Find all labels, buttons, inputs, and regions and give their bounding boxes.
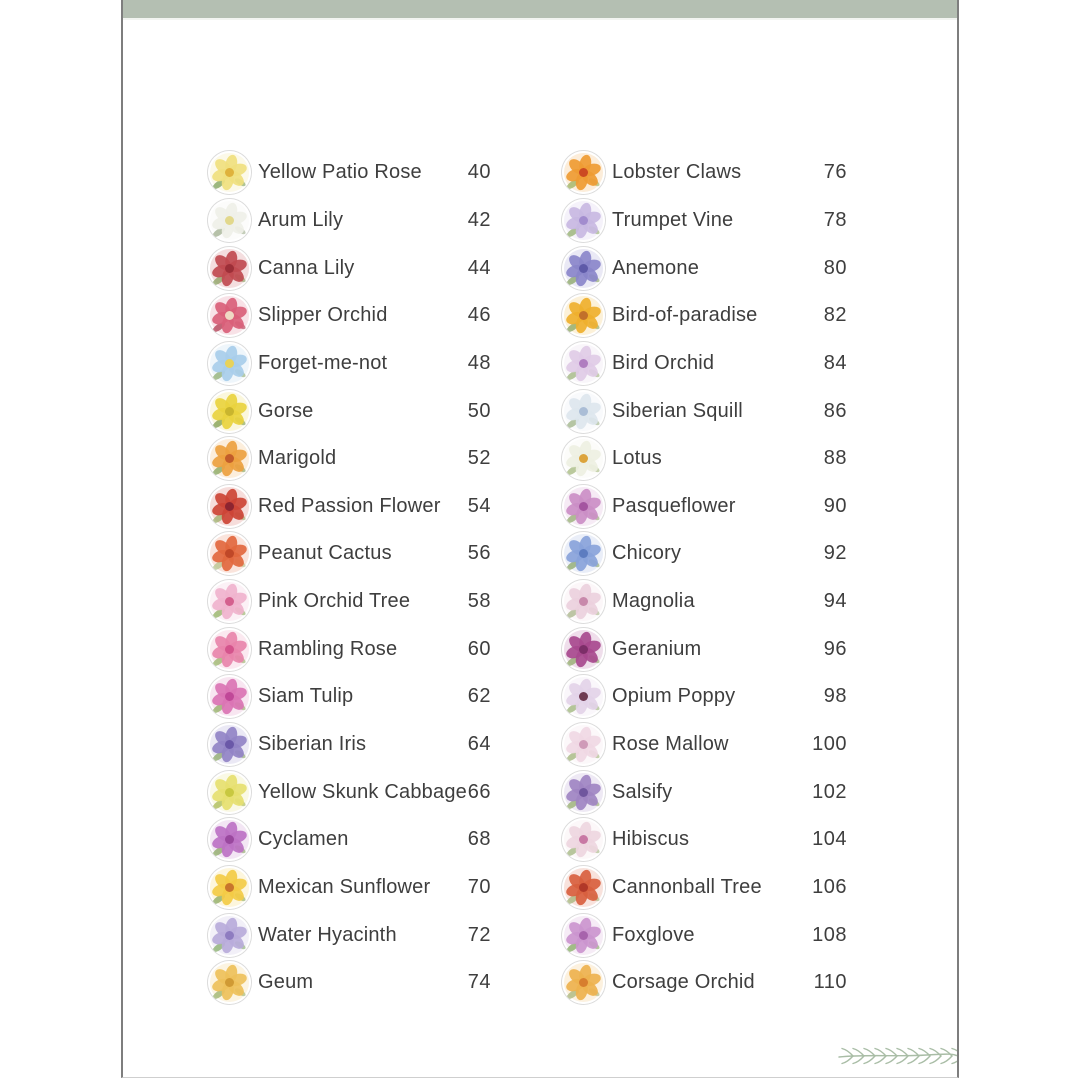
toc-row [562,673,847,721]
lotus-icon [562,437,605,480]
toc-row [562,959,847,1007]
bird-of-paradise-icon [562,294,605,337]
flower-name: Rose Mallow [612,733,729,755]
pasqueflower-icon [562,485,605,528]
rambling-rose-icon [208,628,251,671]
flower-name: Water Hyacinth [258,923,397,946]
flower-name: Salsify [612,780,673,803]
bird-orchid-icon [562,342,605,385]
opium-poppy-icon [562,675,605,718]
toc-row [208,244,491,292]
gorse-icon [208,390,251,433]
toc-row [562,482,847,530]
flower-name: Forget-me-not [258,351,388,374]
siam-tulip-icon [208,675,251,718]
siberian-squill-icon [562,390,605,433]
top-accent-bar [123,0,957,20]
flower-name: Siberian Iris [258,733,367,755]
magnolia-icon [562,580,605,623]
flower-name: Canna Lily [258,256,355,279]
flower-name: Bird-of-paradise [612,304,758,327]
yellow-patio-rose-icon [208,151,251,194]
toc-row [208,387,491,435]
page-number: 100 [812,733,847,755]
lobster-claws-icon [562,151,605,194]
salsify-icon [562,771,605,814]
page-number: 72 [467,923,491,946]
page-number: 58 [467,590,491,613]
arum-lily-icon [208,199,251,242]
slipper-orchid-icon [208,294,251,337]
toc-row [208,197,491,245]
flower-name: Peanut Cactus [258,542,392,565]
toc-row [208,292,491,340]
page-number: 62 [467,685,491,708]
page-number: 52 [467,447,491,470]
flower-name: Siberian Squill [612,399,743,422]
toc-row [562,435,847,483]
flower-name: Bird Orchid [612,351,715,374]
toc-row [208,340,491,388]
hibiscus-icon [562,818,605,861]
page-number: 42 [467,208,491,231]
toc-row [562,244,847,292]
page-number: 70 [467,875,491,898]
toc-row [562,768,847,816]
toc-row [562,816,847,864]
pink-orchid-tree-icon [208,580,251,623]
toc-row [208,673,491,721]
page-number: 66 [467,780,491,803]
yellow-skunk-cabbage-icon [208,771,251,814]
toc-row [562,625,847,673]
chicory-icon [562,532,605,575]
peanut-cactus-icon [208,532,251,575]
anemone-icon [562,247,605,290]
toc-column [208,149,491,1007]
flower-name: Opium Poppy [612,685,736,708]
forget-me-not-icon [208,342,251,385]
page-number: 92 [823,542,847,565]
flower-name: Marigold [258,447,337,470]
page-number: 54 [467,494,491,517]
toc-row [208,435,491,483]
page-number: 82 [823,304,847,327]
page-number: 98 [823,685,847,708]
toc-row [562,340,847,388]
flower-name: Corsage Orchid [612,971,755,994]
toc-row [208,816,491,864]
page-number: 108 [812,923,847,946]
flower-name: Pasqueflower [612,494,736,517]
page-number: 86 [823,399,847,422]
flower-name: Gorse [258,399,314,422]
rose-mallow-icon [562,723,605,766]
toc-row [208,625,491,673]
page-number: 60 [467,637,491,660]
toc-row [562,578,847,626]
corsage-orchid-icon [562,961,605,1004]
cannonball-tree-icon [562,866,605,909]
toc-row [562,864,847,912]
toc-row [208,482,491,530]
toc-row [562,721,847,769]
page-number: 68 [467,828,491,851]
flower-name: Pink Orchid Tree [258,590,411,613]
toc-row [208,578,491,626]
page-number: 48 [467,351,491,374]
toc-row [208,721,491,769]
toc-row [562,292,847,340]
flower-name: Lotus [612,447,662,470]
water-hyacinth-icon [208,914,251,957]
toc-row [208,149,491,197]
page-number: 56 [467,542,491,565]
page-number: 44 [467,256,491,279]
flower-name: Yellow Skunk Cabbage [258,780,467,803]
flower-name: Cannonball Tree [612,875,762,898]
flower-name: Chicory [612,542,682,565]
toc-row [562,197,847,245]
toc-row [562,387,847,435]
page-number: 96 [823,637,847,660]
flower-name: Geranium [612,637,702,660]
page-number: 90 [823,494,847,517]
siberian-iris-icon [208,723,251,766]
page-number: 78 [823,208,847,231]
page-number: 50 [467,399,491,422]
flower-name: Siam Tulip [258,685,354,708]
toc-row [208,530,491,578]
flower-name: Trumpet Vine [612,208,734,231]
book-page [121,0,959,1078]
toc-row [208,864,491,912]
mexican-sunflower-icon [208,866,251,909]
toc-row [208,911,491,959]
toc-row [562,530,847,578]
geranium-icon [562,628,605,671]
foxglove-icon [562,914,605,957]
flower-name: Lobster Claws [612,161,742,184]
page-number: 110 [813,971,847,994]
page-number: 76 [823,161,847,184]
marigold-icon [208,437,251,480]
page-number: 94 [823,590,847,613]
flower-name: Arum Lily [258,208,344,231]
page-number: 64 [467,733,491,755]
page-number: 46 [467,304,491,327]
canna-lily-icon [208,247,251,290]
page-number: 80 [823,256,847,279]
geum-icon [208,961,251,1004]
page-number: 74 [467,971,491,994]
flower-name: Yellow Patio Rose [258,161,422,184]
toc-column [562,149,847,1007]
cyclamen-icon [208,818,251,861]
red-passion-flower-icon [208,485,251,528]
page-number: 84 [823,351,847,374]
flower-name: Foxglove [612,923,695,946]
toc-row [208,768,491,816]
page-number: 104 [812,828,847,851]
flower-name: Rambling Rose [258,637,398,660]
flower-name: Cyclamen [258,828,349,851]
toc-row [562,911,847,959]
vine-sprig-icon [837,1043,957,1069]
flower-name: Hibiscus [612,828,690,851]
page-number: 88 [823,447,847,470]
page-number: 102 [812,780,847,803]
page-number: 106 [812,875,847,898]
page-number: 40 [467,161,491,184]
flower-name: Anemone [612,256,700,279]
flower-name: Magnolia [612,590,695,613]
flower-name: Mexican Sunflower [258,875,431,898]
flower-name: Slipper Orchid [258,304,388,327]
trumpet-vine-icon [562,199,605,242]
toc-row [562,149,847,197]
flower-name: Red Passion Flower [258,494,441,517]
flower-name: Geum [258,971,314,994]
toc-row [208,959,491,1007]
